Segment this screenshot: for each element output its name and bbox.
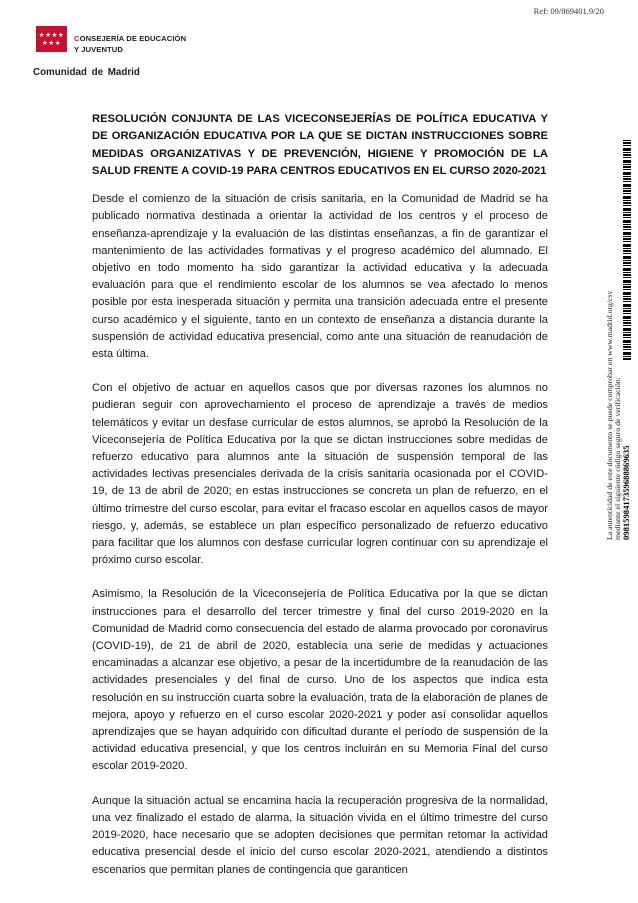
comunidad-madrid-flag-logo — [36, 26, 67, 52]
paragraph-3: Asimismo, la Resolución de la Viceconsejería de Política Educativa por la que se dictan instrucciones para el desarrollo del tercer trimestre y final del curso 2019-2020 en la Comunidad de Madrid como consecuencia del estado de alarma provocado por coronavirus (COVID-19), de 21 de abril de 2020, establecía una serie de medidas y actuaciones encaminadas a alcanzar ese objetivo, a pesar de la incertidumbre de la reanudación de las actividades presenciales y del final de curso. Uno de los aspectos que indica esta resolución en su instrucción cuarta sobre la evaluación, trata de la elaboración de planes de mejora, apoyo y refuerzo en el curso escolar 2020-2021 y poder así consolidar aquellos aprendizajes que se hayan adquirido con dificultad durante el período de suspensión de la actividad educativa presencial, y que los centros incluirán en su Memoria Final del curso escolar 2019-2020. — [92, 588, 548, 773]
department-line-1-rest: ONSEJERÍA DE EDUCACIÓN — [79, 34, 187, 43]
department-initial: C — [74, 34, 80, 43]
verification-text-line-2: mediante el siguiente código seguro de verificación: — [613, 377, 622, 540]
logo-stars-top-row: ★★★★ — [38, 31, 65, 39]
department-name — [74, 33, 186, 55]
paragraph-4: Aunque la situación actual se encamina hacia la recuperación progresiva de la normalidad, una vez finalizado el estado de alarma, la situación vivida en el último trimestre del curso 2019-2020, hace necesario que se adopten decisiones que permitan retomar la actividad educativa presencial desde el inicio del curso escolar 2020-2021, atendiendo a distintos escenarios que permitan planes de contingencia que garanticen — [92, 794, 548, 876]
verification-sidebar — [604, 140, 632, 540]
barcode-icon — [623, 140, 631, 360]
paragraph-1: Desde el comienzo de la situación de crisis sanitaria, en la Comunidad de Madrid se ha publicado normativa destinada a orientar la actividad de los centros y el proceso de enseñanza-aprendizaje y la evaluación de las distintas enseñanzas, a fin de garantizar el mantenimiento de las actividades formativas y el progreso académico del alumnado. El objetivo en todo momento ha sido garantizar la actividad educativa y la adecuada evaluación para que el rendimiento escolar de los alumnos se vea afectado lo menos posible por esta inesperada situación y permita una transición adecuada entre el presente curso académico y el siguiente, tanto en un contexto de enseñanza a distancia durante la suspensión de actividad educativa presencial, como ante una situación de reanudación de esta última. — [92, 193, 548, 361]
department-line-2: Y JUVENTUD — [74, 45, 123, 54]
document-reference: Ref: 09/869401.9/20 — [533, 6, 604, 16]
department-line-1 — [74, 33, 186, 44]
verification-text-line-1: La autenticidad de este documento se puede comprobar en www.madrid.org/csv — [605, 290, 614, 540]
logo-stars-bottom-row: ★★★ — [41, 39, 62, 47]
paragraph-2: Con el objetivo de actuar en aquellos casos que por diversas razones los alumnos no pudieran seguir con aprovechamiento el proceso de aprendizaje a través de medios telemáticos y evitar un desfase curricular de estos alumnos, se aprobó la Resolución de la Viceconsejería de Política Educativa por la que se dictan instrucciones sobre medidas de refuerzo educativo para alumnos ante la situación de suspensión temporal de las actividades lectivas presenciales derivada de la crisis sanitaria ocasionada por el COVID-19, de 13 de abril de 2020; en estas instrucciones se concreta un plan de refuerzo, en el último trimestre del curso escolar, para evitar el fracaso escolar en aquellos casos de mayor riesgo, y, además, se establece un plan específico personalizado de refuerzo educativo para facilitar que los alumnos con desfase curricular logren continuar con su aprendizaje el próximo curso escolar. — [92, 382, 548, 567]
community-name: Comunidad de Madrid — [33, 67, 140, 78]
verification-code: 0981598417359688869635 — [621, 445, 631, 540]
document-title: RESOLUCIÓN CONJUNTA DE LAS VICECONSEJERÍAS DE POLÍTICA EDUCATIVA Y DE ORGANIZACIÓN EDUCATIVA POR LA QUE SE DICTAN INSTRUCCIONES SOBRE MEDIDAS ORGANIZATIVAS Y DE PREVENCIÓN, HIGIENE Y PROMOCIÓN DE LA SALUD FRENTE A COVID-19 PARA CENTROS EDUCATIVOS EN EL CURSO 2020-2021 — [92, 113, 548, 177]
document-body — [92, 111, 548, 896]
